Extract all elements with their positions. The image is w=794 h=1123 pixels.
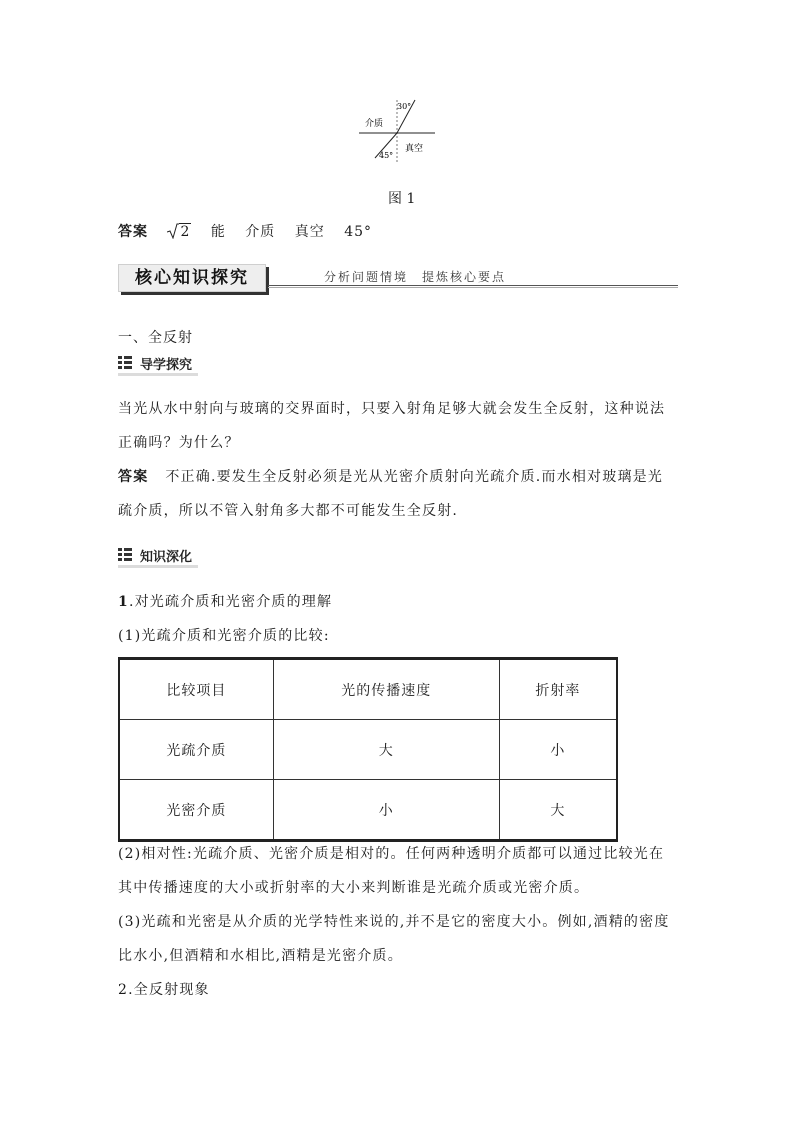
table-cell: 小 [499, 720, 617, 780]
angle-top-label: 30° [397, 102, 412, 111]
answer-text: 不正确.要发生全反射必须是光从光密介质射向光疏介质.而水相对玻璃是光疏介质，所以不管入射角多大都不可能发生全反射. [118, 469, 664, 519]
tag-label: 知识深化 [140, 550, 193, 565]
point-title: .对光疏介质和光密介质的理解 [128, 594, 333, 610]
sub-point-3: (3)光疏和光密是从介质的光学特性来说的,并不是它的密度大小。例如,酒精的密度比水小,但酒精和水相比,酒精是光密介质。 [118, 914, 670, 964]
answer-label: 答案 [118, 224, 148, 240]
table-cell: 小 [273, 780, 499, 841]
table-cell: 大 [273, 720, 499, 780]
tag-underline [118, 373, 198, 376]
point-number: 1 [118, 594, 129, 610]
question-text: 当光从水中射向与玻璃的交界面时，只要入射角足够大就会发生全反射，这种说法正确吗？为什么？ [118, 401, 666, 451]
angle-bottom-label: 45° [379, 151, 394, 160]
table-header-cell: 比较项目 [119, 659, 273, 720]
answer-item: 真空 [294, 224, 325, 240]
sub-point-1: (1)光疏介质和光密介质的比较: [118, 628, 330, 644]
banner-subtitle: 分析问题情境 提炼核心要点 [324, 270, 507, 284]
vacuum-label: 真空 [405, 144, 424, 154]
point-2: 2.全反射现象 [118, 982, 210, 998]
answer-item: 45° [344, 224, 373, 240]
answer-item: 能 [210, 224, 226, 240]
sqrt-icon [167, 223, 179, 239]
answer-line [118, 221, 386, 241]
figure-caption: 图 1 [388, 191, 416, 207]
tag-label: 导学探究 [140, 358, 193, 373]
tag-guide [118, 354, 228, 374]
answer-label: 答案 [118, 469, 149, 485]
medium-label: 介质 [365, 119, 384, 129]
point-1 [118, 585, 678, 619]
refraction-diagram [355, 96, 439, 166]
answer-paragraph [118, 460, 678, 528]
sqrt-value: 2 [180, 224, 191, 240]
banner-divider [268, 287, 678, 288]
banner-divider [268, 285, 678, 286]
table-row [119, 780, 617, 841]
table-header-cell: 光的传播速度 [273, 659, 499, 720]
section-heading: 一、全反射 [118, 330, 193, 346]
list-icon [118, 356, 132, 370]
table-cell: 光密介质 [119, 780, 273, 841]
list-icon [118, 548, 132, 562]
sqrt-expression [167, 223, 191, 240]
sub-point-2: (2)相对性:光疏介质、光密介质是相对的。任何两种透明介质都可以通过比较光在其中传播速度的大小或折射率的大小来判断谁是光疏介质或光密介质。 [118, 846, 665, 896]
table-cell: 光疏介质 [119, 720, 273, 780]
banner-title: 核心知识探究 [118, 264, 266, 292]
table-cell: 大 [499, 780, 617, 841]
table-header-cell: 折射率 [499, 659, 617, 720]
tag-underline [118, 565, 198, 568]
tag-deep [118, 546, 228, 566]
comparison-table [118, 657, 618, 842]
section-banner [118, 264, 678, 294]
answer-item: 介质 [245, 224, 276, 240]
table-header-row [119, 659, 617, 720]
table-row [119, 720, 617, 780]
